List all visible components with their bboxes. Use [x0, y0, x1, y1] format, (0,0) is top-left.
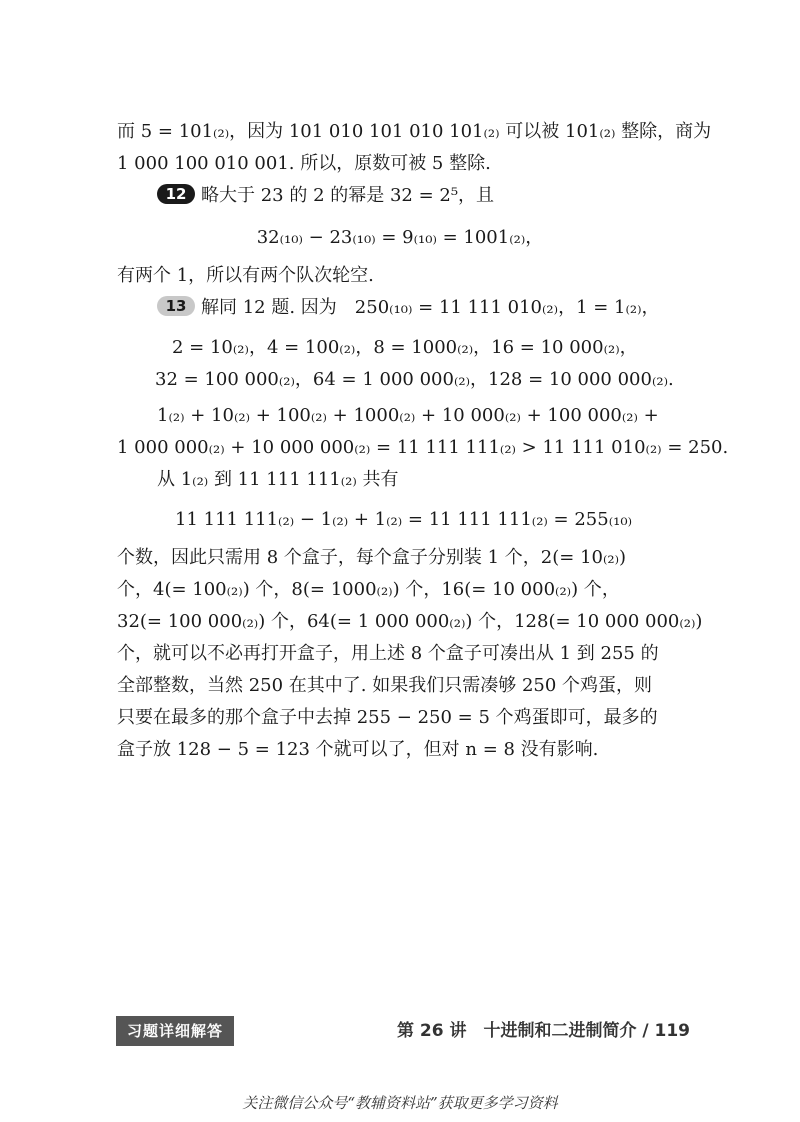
text-line: 略大于 23 的 2 的幂是 32 = 2⁵，且	[201, 185, 495, 206]
watermark-text: 关注微信公众号“教辅资料站”获取更多学习资料	[242, 1094, 558, 1112]
text-line: 而 5 = 101₍₂₎，因为 101 010 101 010 101₍₂₎ 可以被 101₍₂₎ 整除，商为	[117, 121, 712, 142]
problem-13-line	[157, 294, 737, 322]
text-line: 个数，因此只需用 8 个盒子，每个盒子分别装 1 个，2(= 10₍₂₎)	[117, 547, 627, 568]
problem-12-line	[157, 182, 737, 210]
text-line: 1 000 100 010 001. 所以，原数可被 5 整除.	[117, 153, 491, 174]
problem-number-badge: 13	[157, 296, 195, 316]
text-line: 有两个 1，所以有两个队次轮空.	[117, 265, 374, 286]
text-line: 盒子放 128 − 5 = 123 个就可以了，但对 n = 8 没有影响.	[117, 739, 599, 760]
equation-line: 2 = 10₍₂₎，4 = 100₍₂₎，8 = 1000₍₂₎，16 = 10 000₍₂₎，	[172, 337, 638, 358]
text-line: 全部整数，当然 250 在其中了. 如果我们只需凑够 250 个鸡蛋，则	[117, 675, 653, 696]
equation-line: 1 000 000₍₂₎ + 10 000 000₍₂₎ = 11 111 111₍₂₎ > 11 111 010₍₂₎ = 250.	[117, 437, 729, 458]
running-footer: 第 26 讲 十进制和二进制简介 / 119	[396, 1021, 690, 1041]
text-line: 从 1₍₂₎ 到 11 111 111₍₂₎ 共有	[157, 469, 399, 490]
equation-line: 32₍₁₀₎ − 23₍₁₀₎ = 9₍₁₀₎ = 1001₍₂₎，	[256, 227, 544, 248]
text-line: 只要在最多的那个盒子中去掉 255 − 250 = 5 个鸡蛋即可，最多的	[117, 707, 658, 728]
text-line: 32(= 100 000₍₂₎) 个，64(= 1 000 000₍₂₎) 个，128(= 10 000 000₍₂₎)	[117, 611, 703, 632]
text-line: 解同 12 题. 因为 250₍₁₀₎ = 11 111 010₍₂₎，1 = 1₍₂₎，	[201, 297, 660, 318]
section-tag: 习题详细解答	[116, 1016, 234, 1046]
problem-number-badge: 12	[157, 184, 195, 204]
equation-line: 1₍₂₎ + 10₍₂₎ + 100₍₂₎ + 1000₍₂₎ + 10 000₍₂₎ + 100 000₍₂₎ +	[157, 405, 659, 426]
equation-line: 11 111 111₍₂₎ − 1₍₂₎ + 1₍₂₎ = 11 111 111₍₂₎ = 255₍₁₀₎	[175, 509, 632, 530]
equation-line: 32 = 100 000₍₂₎，64 = 1 000 000₍₂₎，128 = 10 000 000₍₂₎.	[155, 369, 674, 390]
text-line: 个，就可以不必再打开盒子，用上述 8 个盒子可凑出从 1 到 255 的	[117, 643, 659, 664]
text-line: 个，4(= 100₍₂₎) 个，8(= 1000₍₂₎) 个，16(= 10 000₍₂₎) 个，	[117, 579, 620, 600]
